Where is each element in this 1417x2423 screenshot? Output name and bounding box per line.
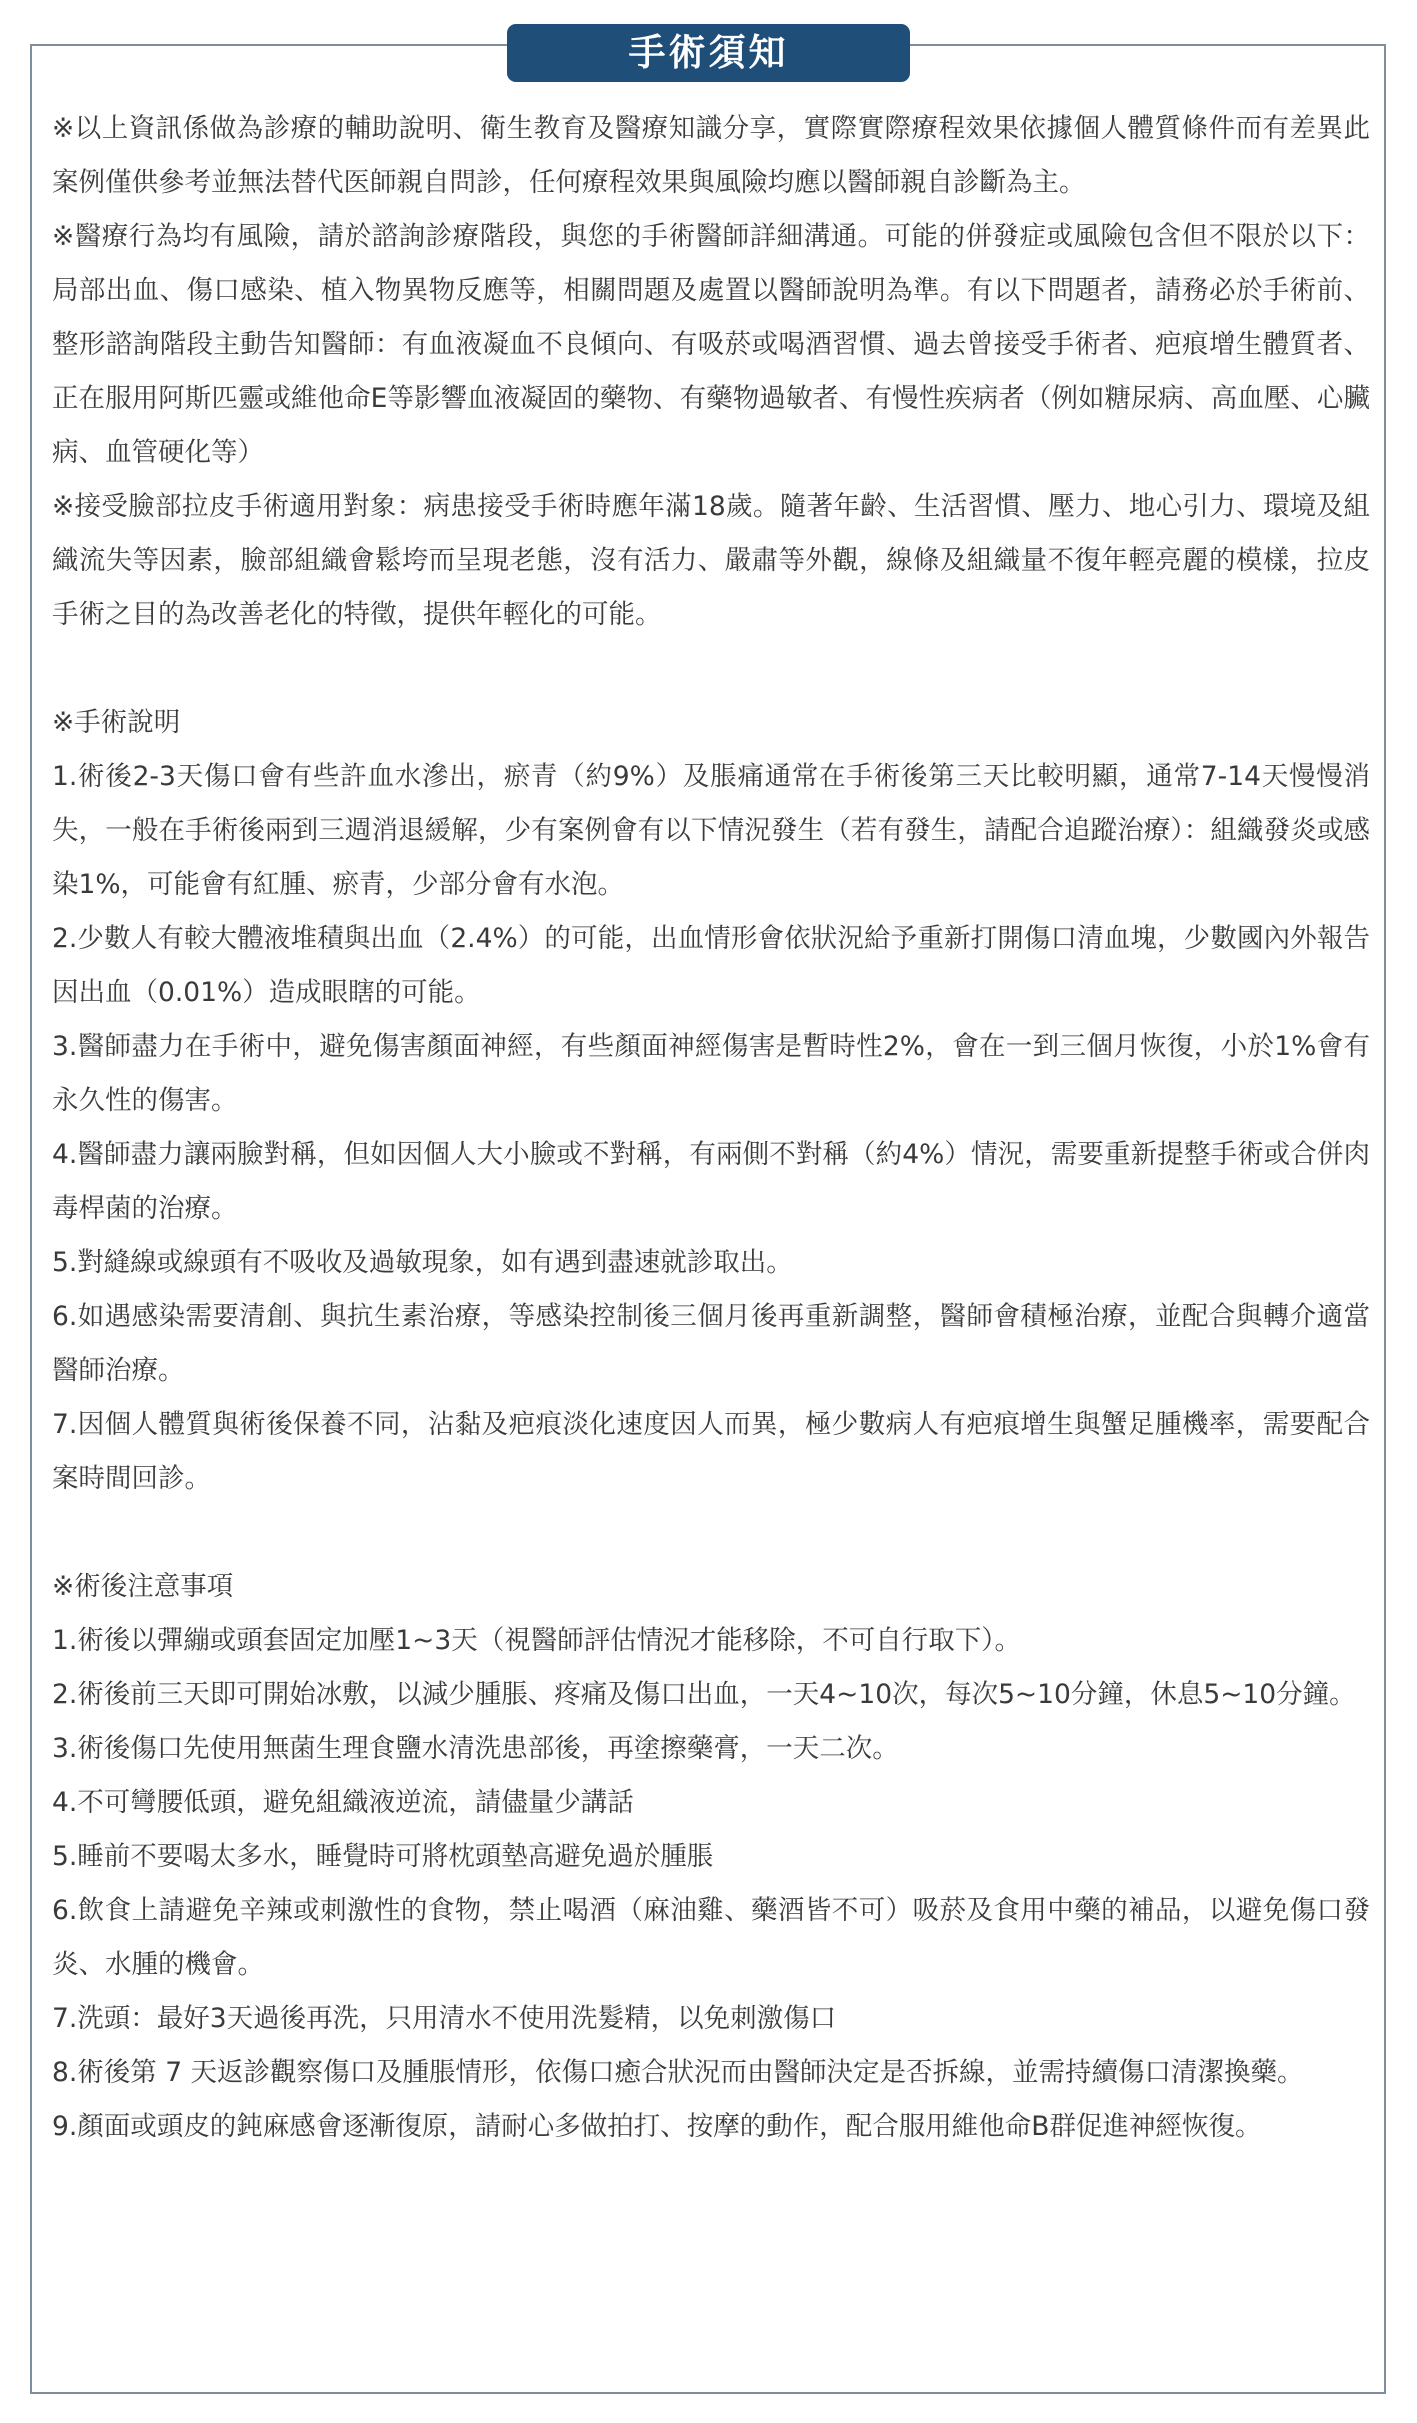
postop-item-4: 4.不可彎腰低頭，避免組織液逆流，請儘量少講話 <box>52 1787 634 1818</box>
postop-item-6: 6.飲食上請避免辛辣或刺激性的食物，禁止喝酒（麻油雞、藥酒皆不可）吸菸及食用中藥的補品，以避免傷口發炎、水腫的機會。 <box>52 1895 1370 1980</box>
surgery-item-5: 5.對縫線或線頭有不吸收及過敏現象，如有遇到盡速就診取出。 <box>52 1247 793 1278</box>
spacer <box>52 642 1370 696</box>
spacer <box>52 1506 1370 1560</box>
surgery-item-1: 1.術後2-3天傷口會有些許血水滲出，瘀青（約9%）及脹痛通常在手術後第三天比較明顯，通常7-14天慢慢消失，一般在手術後兩到三週消退緩解，少有案例會有以下情況發生（若有發生，請配合追蹤治療）：組織發炎或感染1%，可能會有紅腫、瘀青，少部分會有水泡。 <box>52 761 1370 900</box>
surgery-item-7: 7.因個人體質與術後保養不同，沾黏及疤痕淡化速度因人而異，極少數病人有疤痕增生與蟹足腫機率，需要配合案時間回診。 <box>52 1409 1370 1494</box>
postop-item-9: 9.顏面或頭皮的鈍麻感會逐漸復原，請耐心多做拍打、按摩的動作，配合服用維他命B群促進神經恢復。 <box>52 2111 1262 2142</box>
postop-item-7: 7.洗頭：最好3天過後再洗，只用清水不使用洗髮精，以免刺激傷口 <box>52 2003 837 2034</box>
surgery-section-heading: ※手術說明 <box>52 707 181 738</box>
surgery-item-2: 2.少數人有較大體液堆積與出血（2.4%）的可能，出血情形會依狀況給予重新打開傷口清血塊，少數國內外報告因出血（0.01%）造成眼瞎的可能。 <box>52 923 1370 1008</box>
surgery-item-6: 6.如遇感染需要清創、與抗生素治療，等感染控制後三個月後再重新調整，醫師會積極治療，並配合與轉介適當醫師治療。 <box>52 1301 1370 1386</box>
page-title: 手術須知 <box>507 24 910 82</box>
surgery-item-3: 3.醫師盡力在手術中，避免傷害顏面神經，有些顏面神經傷害是暫時性2%，會在一到三個月恢復，小於1%會有永久性的傷害。 <box>52 1031 1370 1116</box>
surgery-item-4: 4.醫師盡力讓兩臉對稱，但如因個人大小臉或不對稱，有兩側不對稱（約4%）情況，需要重新提整手術或合併肉毒桿菌的治療。 <box>52 1139 1370 1224</box>
postop-item-5: 5.睡前不要喝太多水，睡覺時可將枕頭墊高避免過於腫脹 <box>52 1841 714 1872</box>
postop-item-3: 3.術後傷口先使用無菌生理食鹽水清洗患部後，再塗擦藥膏，一天二次。 <box>52 1733 899 1764</box>
postop-item-8: 8.術後第 7 天返診觀察傷口及腫脹情形，依傷口癒合狀況而由醫師決定是否拆線，並需持續傷口清潔換藥。 <box>52 2057 1304 2088</box>
disclaimer-1: ※以上資訊係做為診療的輔助說明、衛生教育及醫療知識分享，實際實際療程效果依據個人體質條件而有差異此案例僅供參考並無法替代医師親自問診，任何療程效果與風險均應以醫師親自診斷為主。 <box>52 113 1370 198</box>
postop-item-1: 1.術後以彈繃或頭套固定加壓1~3天（視醫師評估情況才能移除，不可自行取下）。 <box>52 1625 1021 1656</box>
disclaimer-3: ※接受臉部拉皮手術適用對象：病患接受手術時應年滿18歲。隨著年齡、生活習慣、壓力、地心引力、環境及組織流失等因素，臉部組織會鬆垮而呈現老態，沒有活力、嚴肅等外觀，線條及組織量不復年輕亮麗的模樣，拉皮手術之目的為改善老化的特徵，提供年輕化的可能。 <box>52 491 1370 630</box>
postop-item-2: 2.術後前三天即可開始冰敷，以減少腫脹、疼痛及傷口出血，一天4~10次，每次5~10分鐘，休息5~10分鐘。 <box>52 1679 1356 1710</box>
postop-section-heading: ※術後注意事項 <box>52 1571 234 1602</box>
disclaimer-2: ※醫療行為均有風險，請於諮詢診療階段，與您的手術醫師詳細溝通。可能的併發症或風險包含但不限於以下：局部出血、傷口感染、植入物異物反應等，相關問題及處置以醫師說明為準。有以下問題者，請務必於手術前、整形諮詢階段主動告知醫師：有血液凝血不良傾向、有吸菸或喝酒習慣、過去曾接受手術者、疤痕增生體質者、正在服用阿斯匹靈或維他命E等影響血液凝固的藥物、有藥物過敏者、有慢性疾病者（例如糖尿病、高血壓、心臟病、血管硬化等） <box>52 221 1370 468</box>
document-body <box>52 102 1370 2154</box>
